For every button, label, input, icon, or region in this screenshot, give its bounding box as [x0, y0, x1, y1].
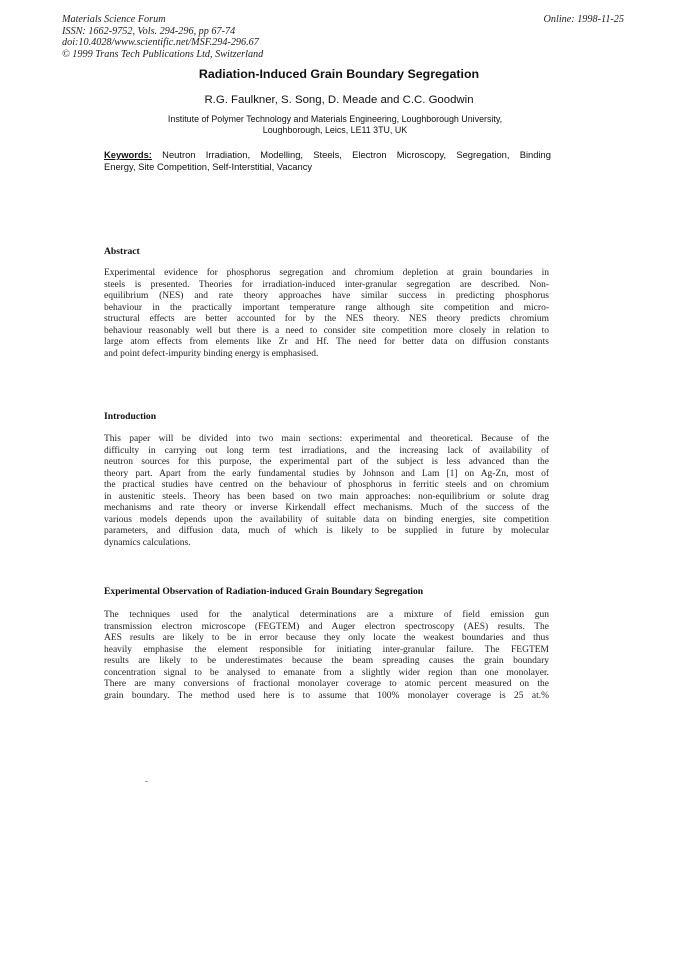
paper-title: Radiation-Induced Grain Boundary Segregation — [198, 67, 480, 81]
experimental-body — [104, 610, 549, 702]
keywords-label: Keywords: — [104, 149, 152, 160]
text-line: dynamics calculations. — [104, 537, 191, 548]
journal-header — [62, 14, 263, 60]
affiliation — [120, 114, 550, 136]
text-line: large atom effects from elements like Zr and Hf. The need for better data on diffusion constants — [104, 337, 549, 347]
keywords — [104, 149, 551, 172]
text-line: This paper will be divided into two main sections: experimental and theoretical. Because of the — [104, 434, 549, 444]
text-line: AES results are likely to be in error because they only locate the weakest boundaries and thus — [104, 633, 549, 643]
affiliation-line: Institute of Polymer Technology and Materials Engineering, Loughborough University, — [167, 114, 503, 124]
text-line: The techniques used for the analytical determinations are a mixture of field emission gun — [104, 610, 549, 620]
text-line: and point defect-impurity binding energy is emphasised. — [104, 348, 319, 359]
text-line: difficulty in carrying out long term test irradiations, and the increasing lack of availability of — [104, 445, 549, 456]
journal-name: Materials Science Forum — [62, 14, 166, 25]
text-line: Experimental evidence for phosphorus segregation and chromium depletion at grain boundaries in — [104, 268, 549, 278]
affiliation-line: Loughborough, Leics, LE11 3TU, UK — [262, 125, 408, 136]
text-line: mechanisms and rate theory or inverse Kirkendall effect mechanisms. Much of the success of the — [104, 503, 549, 513]
text-line: steels is presented. Theories for irradiation-induced inter-granular segregation are described. Non- — [104, 279, 549, 290]
introduction-heading: Introduction — [104, 411, 157, 422]
text-line: structural effects are better accounted for by the NES theory. NES theory predicts chromium — [104, 314, 549, 324]
abstract-body — [104, 268, 549, 360]
experimental-heading: Experimental Observation of Radiation-induced Grain Boundary Segregation — [104, 586, 424, 597]
text-line: theory part. Apart from the early fundamental studies by Johnson and Lam [1] on Ag-Zn, most of — [104, 468, 549, 479]
scan-speck — [145, 781, 148, 782]
keywords-line: Energy, Site Competition, Self-Interstitial, Vacancy — [104, 160, 313, 172]
text-line: transmission electron microscope (FEGTEM) and Auger electron spectroscopy (AES) results. The — [104, 621, 549, 632]
text-line: various models depends upon the availability of suitable data on binding energies, site competition — [104, 514, 549, 525]
text-line: in austenitic steels. Theory has been based on two main approaches: non-equilibrium or solute drag — [104, 491, 549, 502]
text-line: concentration signal to be analysed to emanate from a slightly wider region than one monolayer. — [104, 667, 549, 678]
text-line: equilibrium (NES) and rate theory approaches have similar success in predicting phosphorus — [104, 291, 549, 301]
abstract-heading: Abstract — [104, 246, 140, 257]
paper-authors: R.G. Faulkner, S. Song, D. Meade and C.C. Goodwin — [204, 94, 474, 106]
keywords-line — [104, 149, 551, 161]
text-line: neutron sources for this purpose, the experimental part of the subject is less advanced than the — [104, 457, 549, 467]
text-line: the practical studies have centred on the behaviour of phosphorus in ferritic steels and on chromium — [104, 480, 549, 490]
text-line: results are likely to be underestimates because the beam spreading causes the grain boundary — [104, 656, 549, 666]
keywords-text: Neutron Irradiation, Modelling, Steels, Electron Microscopy, Segregation, Binding — [162, 149, 551, 160]
introduction-body — [104, 434, 549, 549]
text-line: There are many conversions of fractional monolayer coverage to atomic percent measured on the — [104, 679, 549, 689]
text-line: grain boundary. The method used here is to assume that 100% monolayer coverage is 25 at.% — [104, 690, 549, 701]
text-line: behaviour reasonably well but there is a need to consider site competition more closely in relation to — [104, 325, 549, 336]
issn-line: ISSN: 1662-9752, Vols. 294-296, pp 67-74 — [62, 25, 236, 37]
copyright-line: © 1999 Trans Tech Publications Ltd, Switzerland — [62, 48, 264, 60]
text-line: heavily emphasise the element responsible for initiating inter-granular failure. The FEGTEM — [104, 644, 549, 655]
online-date: Online: 1998-11-25 — [543, 14, 624, 25]
doi-line: doi:10.4028/www.scientific.net/MSF.294-296.67 — [62, 37, 259, 49]
text-line: behaviour in the practically important temperature range although site competition and micro- — [104, 302, 549, 313]
text-line: parameters, and diffusion data, much of which is likely to be supplied in future by molecular — [104, 526, 549, 536]
